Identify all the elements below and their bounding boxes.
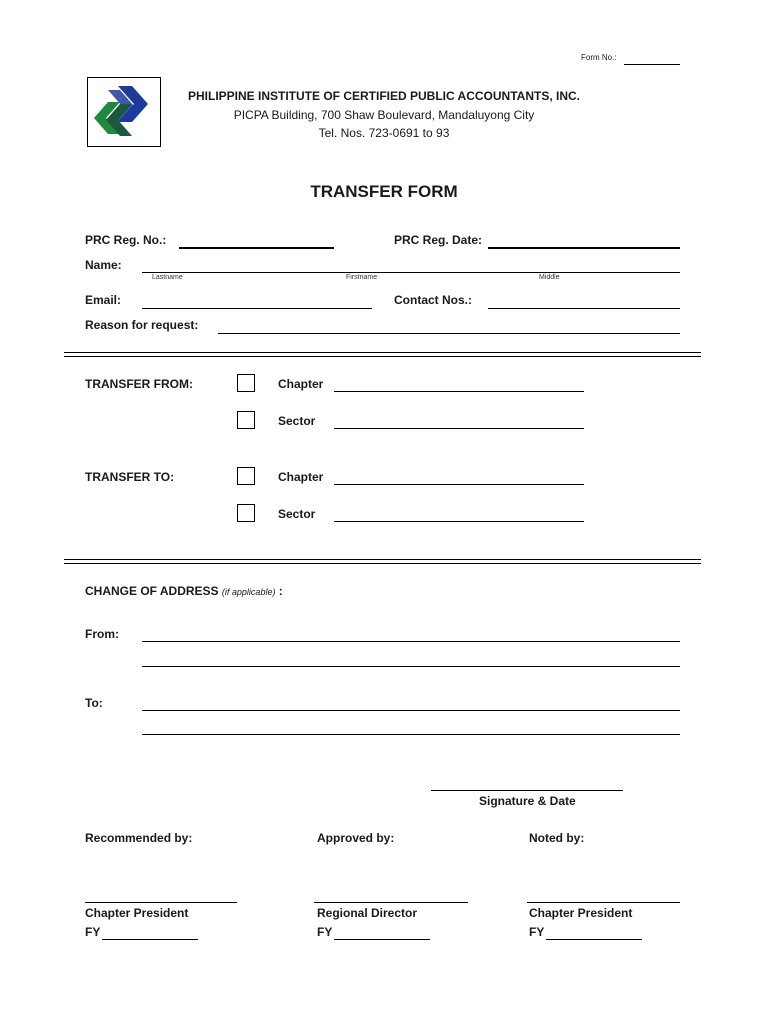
from-sector-checkbox[interactable] — [237, 411, 255, 429]
approved-by-label: Approved by: — [317, 831, 395, 845]
recommended-by-label: Recommended by: — [85, 831, 193, 845]
address-to-line-1[interactable] — [142, 710, 680, 711]
address-note: (if applicable) — [221, 587, 276, 597]
org-name: PHILIPPINE INSTITUTE OF CERTIFIED PUBLIC ACCOUNTANTS, INC. — [187, 89, 580, 103]
to-chapter-label: Chapter — [278, 470, 324, 484]
from-chapter-label: Chapter — [278, 377, 324, 391]
address-heading — [85, 584, 283, 598]
address-to-label: To: — [85, 696, 103, 710]
email-field[interactable] — [142, 308, 372, 309]
signature-date-label: Signature & Date — [479, 794, 576, 808]
from-chapter-field[interactable] — [334, 391, 584, 392]
address-colon: : — [278, 584, 283, 598]
to-sector-field[interactable] — [334, 521, 584, 522]
chapter-president-1-label: Chapter President — [85, 906, 189, 920]
form-no-label: Form No.: — [581, 53, 617, 62]
reason-field[interactable] — [218, 333, 680, 334]
transfer-to-label: TRANSFER TO: — [85, 470, 175, 484]
address-from-line-2[interactable] — [142, 666, 680, 667]
section-divider-1 — [64, 352, 701, 357]
name-field[interactable] — [142, 272, 680, 273]
to-chapter-field[interactable] — [334, 484, 584, 485]
address-from-line-1[interactable] — [142, 641, 680, 642]
chapter-president-2-label: Chapter President — [529, 906, 633, 920]
prc-reg-date-label: PRC Reg. Date: — [394, 233, 483, 247]
email-label: Email: — [85, 293, 122, 307]
fy-field-3[interactable] — [546, 939, 642, 940]
lastname-hint: Lastname — [152, 274, 183, 281]
prc-reg-no-label: PRC Reg. No.: — [85, 233, 167, 247]
org-address: PICPA Building, 700 Shaw Boulevard, Mandaluyong City — [233, 108, 535, 122]
fy-field-1[interactable] — [102, 939, 198, 940]
transfer-from-label: TRANSFER FROM: — [85, 377, 193, 391]
to-sector-checkbox[interactable] — [237, 504, 255, 522]
address-from-label: From: — [85, 627, 119, 641]
reason-label: Reason for request: — [85, 318, 199, 332]
form-no-field[interactable] — [624, 64, 680, 65]
section-divider-2 — [64, 559, 701, 564]
regional-director-label: Regional Director — [317, 906, 418, 920]
approved-signature-line[interactable] — [314, 902, 468, 903]
prc-reg-date-field[interactable] — [488, 247, 680, 249]
fy-label-2: FY — [317, 925, 333, 939]
name-label: Name: — [85, 258, 122, 272]
contact-label: Contact Nos.: — [394, 293, 472, 307]
signature-line[interactable] — [431, 790, 623, 791]
firstname-hint: Firstname — [346, 274, 378, 281]
contact-field[interactable] — [488, 308, 680, 309]
address-to-line-2[interactable] — [142, 734, 680, 735]
fy-field-2[interactable] — [334, 939, 430, 940]
fy-label-1: FY — [85, 925, 101, 939]
middle-hint: Middle — [539, 274, 560, 281]
address-heading-text: CHANGE OF ADDRESS — [85, 584, 219, 598]
to-sector-label: Sector — [278, 507, 316, 521]
form-title: TRANSFER FORM — [310, 182, 458, 201]
noted-signature-line[interactable] — [527, 902, 680, 903]
from-sector-field[interactable] — [334, 428, 584, 429]
from-chapter-checkbox[interactable] — [237, 374, 255, 392]
prc-reg-no-field[interactable] — [179, 247, 334, 249]
to-chapter-checkbox[interactable] — [237, 467, 255, 485]
recommended-signature-line[interactable] — [85, 902, 237, 903]
fy-label-3: FY — [529, 925, 545, 939]
org-tel: Tel. Nos. 723-0691 to 93 — [318, 126, 450, 140]
from-sector-label: Sector — [278, 414, 316, 428]
noted-by-label: Noted by: — [529, 831, 585, 845]
